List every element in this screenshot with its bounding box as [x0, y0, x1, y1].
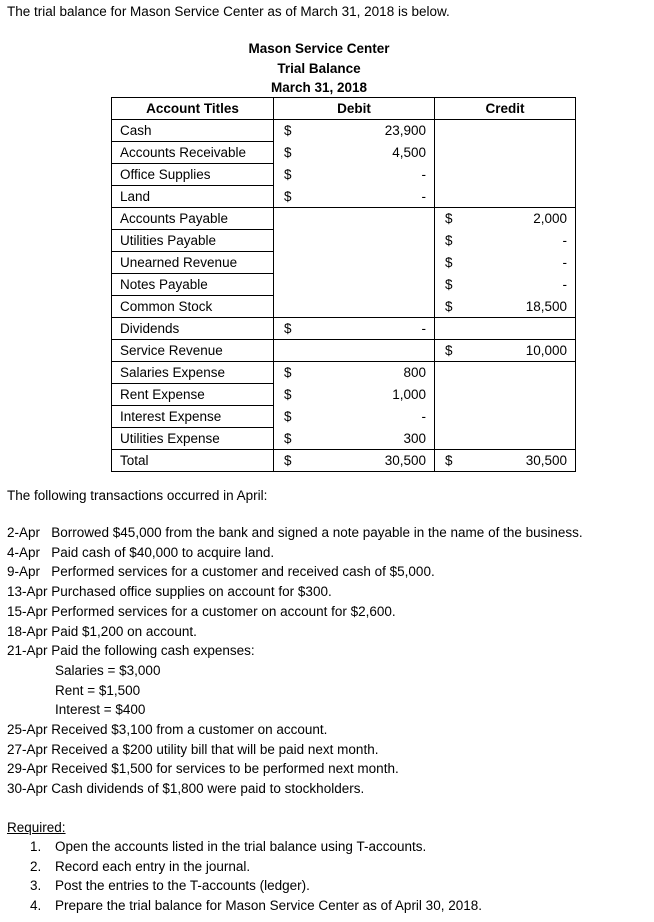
transactions-heading: The following transactions occurred in April:	[7, 488, 268, 503]
debit-amount-cell: 30,500	[304, 450, 435, 472]
required-item	[30, 878, 310, 893]
company-name: Mason Service Center	[248, 41, 390, 56]
table-row	[112, 318, 576, 340]
credit-amount-cell	[465, 428, 576, 450]
account-title-cell: Utilities Payable	[112, 230, 274, 252]
required-item	[30, 859, 250, 874]
table-row	[112, 362, 576, 384]
debit-dollar-sign: $	[274, 406, 305, 428]
table-row	[112, 120, 576, 142]
debit-dollar-sign: $	[274, 362, 305, 384]
debit-dollar-sign: $	[274, 120, 305, 142]
debit-dollar-sign	[274, 230, 305, 252]
credit-amount-cell: 18,500	[465, 296, 576, 318]
table-row	[112, 296, 576, 318]
statement-title: Trial Balance	[277, 61, 361, 76]
credit-amount-cell	[465, 186, 576, 208]
required-item-number: 2.	[30, 858, 42, 874]
required-heading: Required:	[7, 820, 66, 835]
debit-amount-cell: -	[304, 318, 435, 340]
debit-amount-cell: -	[304, 164, 435, 186]
transaction-line: 21-Apr Paid the following cash expenses:	[7, 643, 255, 659]
account-title-cell: Accounts Receivable	[112, 142, 274, 164]
required-item-text: Prepare the trial balance for Mason Service Center as of April 30, 2018.	[55, 897, 482, 913]
transaction-line: 4-Apr Paid cash of $40,000 to acquire land.	[7, 544, 275, 560]
debit-amount-cell: 800	[304, 362, 435, 384]
credit-amount-cell: -	[465, 252, 576, 274]
credit-dollar-sign: $	[435, 252, 466, 274]
table-header-row	[112, 98, 576, 120]
credit-dollar-sign	[435, 164, 466, 186]
required-item-text: Post the entries to the T-accounts (ledger).	[55, 878, 310, 893]
credit-dollar-sign	[435, 186, 466, 208]
credit-dollar-sign	[435, 384, 466, 406]
account-title-cell: Utilities Expense	[112, 428, 274, 450]
credit-dollar-sign	[435, 318, 466, 340]
transaction-line: 25-Apr Received $3,100 from a customer on account.	[7, 722, 328, 737]
table-row	[112, 142, 576, 164]
debit-dollar-sign	[274, 274, 305, 296]
debit-amount-cell	[304, 252, 435, 274]
transaction-line: 13-Apr Purchased office supplies on account for $300.	[7, 584, 332, 600]
transaction-line: 18-Apr Paid $1,200 on account.	[7, 623, 197, 639]
table-row	[112, 208, 576, 230]
credit-dollar-sign: $	[435, 450, 466, 472]
credit-amount-cell	[465, 120, 576, 142]
credit-amount-cell: -	[465, 274, 576, 296]
debit-amount-cell	[304, 230, 435, 252]
account-title-cell: Cash	[112, 120, 274, 142]
table-row	[112, 164, 576, 186]
required-item-number: 4.	[30, 897, 42, 913]
debit-dollar-sign: $	[274, 164, 305, 186]
transaction-line: 29-Apr Received $1,500 for services to be performed next month.	[7, 761, 399, 777]
debit-amount-cell: 23,900	[304, 120, 435, 142]
debit-dollar-sign	[274, 252, 305, 274]
debit-amount-cell	[304, 208, 435, 230]
account-title-cell: Salaries Expense	[112, 362, 274, 384]
account-title-cell: Unearned Revenue	[112, 252, 274, 274]
credit-dollar-sign	[435, 428, 466, 450]
debit-dollar-sign: $	[274, 186, 305, 208]
table-row	[112, 274, 576, 296]
credit-amount-cell	[465, 362, 576, 384]
account-title-cell: Office Supplies	[112, 164, 274, 186]
total-row	[112, 450, 576, 472]
account-title-cell: Notes Payable	[112, 274, 274, 296]
required-item	[30, 898, 482, 913]
debit-dollar-sign	[274, 208, 305, 230]
credit-amount-cell	[465, 406, 576, 428]
debit-dollar-sign: $	[274, 428, 305, 450]
credit-amount-cell: -	[465, 230, 576, 252]
debit-amount-cell	[304, 296, 435, 318]
credit-dollar-sign	[435, 406, 466, 428]
required-item-text: Open the accounts listed in the trial balance using T-accounts.	[55, 839, 427, 854]
credit-amount-cell: 2,000	[465, 208, 576, 230]
credit-dollar-sign: $	[435, 340, 466, 362]
credit-amount-cell: 10,000	[465, 340, 576, 362]
credit-dollar-sign: $	[435, 230, 466, 252]
transaction-line: 15-Apr Performed services for a customer on account for $2,600.	[7, 603, 396, 619]
table-row	[112, 428, 576, 450]
transaction-line: 27-Apr Received a $200 utility bill that will be paid next month.	[7, 741, 379, 757]
credit-amount-cell	[465, 318, 576, 340]
table-row	[112, 252, 576, 274]
required-item	[30, 839, 426, 854]
transaction-line: 30-Apr Cash dividends of $1,800 were paid to stockholders.	[7, 781, 365, 797]
credit-dollar-sign	[435, 362, 466, 384]
account-title-cell: Common Stock	[112, 296, 274, 318]
cash-expense-line: Rent = $1,500	[55, 682, 141, 698]
credit-amount-cell	[465, 142, 576, 164]
account-title-cell: Accounts Payable	[112, 208, 274, 230]
table-row	[112, 384, 576, 406]
trial-balance-table	[111, 97, 576, 472]
transaction-line: 9-Apr Performed services for a customer and received cash of $5,000.	[7, 564, 435, 580]
debit-amount-cell: -	[304, 406, 435, 428]
debit-dollar-sign	[274, 296, 305, 318]
debit-dollar-sign	[274, 340, 305, 362]
header-credit: Credit	[435, 98, 576, 120]
debit-amount-cell	[304, 274, 435, 296]
debit-amount-cell: 300	[304, 428, 435, 450]
debit-dollar-sign: $	[274, 384, 305, 406]
table-row	[112, 340, 576, 362]
account-title-cell: Dividends	[112, 318, 274, 340]
transaction-line: 2-Apr Borrowed $45,000 from the bank and signed a note payable in the name of the business.	[7, 525, 583, 540]
credit-amount-cell: 30,500	[465, 450, 576, 472]
debit-dollar-sign: $	[274, 450, 305, 472]
table-row	[112, 186, 576, 208]
table-row	[112, 230, 576, 252]
cash-expense-line: Interest = $400	[55, 702, 146, 718]
debit-amount-cell: 4,500	[304, 142, 435, 164]
credit-dollar-sign: $	[435, 274, 466, 296]
required-item-number: 1.	[30, 839, 42, 854]
credit-dollar-sign	[435, 120, 466, 142]
header-debit: Debit	[274, 98, 435, 120]
table-row	[112, 406, 576, 428]
statement-date: March 31, 2018	[270, 80, 368, 95]
debit-amount-cell: -	[304, 186, 435, 208]
credit-amount-cell	[465, 384, 576, 406]
account-title-cell: Interest Expense	[112, 406, 274, 428]
account-title-cell: Rent Expense	[112, 384, 274, 406]
required-item-text: Record each entry in the journal.	[55, 858, 251, 874]
account-title-cell: Total	[112, 450, 274, 472]
credit-dollar-sign: $	[435, 208, 466, 230]
account-title-cell: Land	[112, 186, 274, 208]
credit-dollar-sign: $	[435, 296, 466, 318]
debit-dollar-sign: $	[274, 318, 305, 340]
intro-text: The trial balance for Mason Service Center as of March 31, 2018 is below.	[7, 4, 450, 19]
debit-amount-cell	[304, 340, 435, 362]
debit-amount-cell: 1,000	[304, 384, 435, 406]
credit-amount-cell	[465, 164, 576, 186]
header-account-titles: Account Titles	[112, 98, 274, 120]
debit-dollar-sign: $	[274, 142, 305, 164]
credit-dollar-sign	[435, 142, 466, 164]
cash-expense-line: Salaries = $3,000	[55, 662, 161, 678]
account-title-cell: Service Revenue	[112, 340, 274, 362]
required-item-number: 3.	[30, 878, 42, 893]
